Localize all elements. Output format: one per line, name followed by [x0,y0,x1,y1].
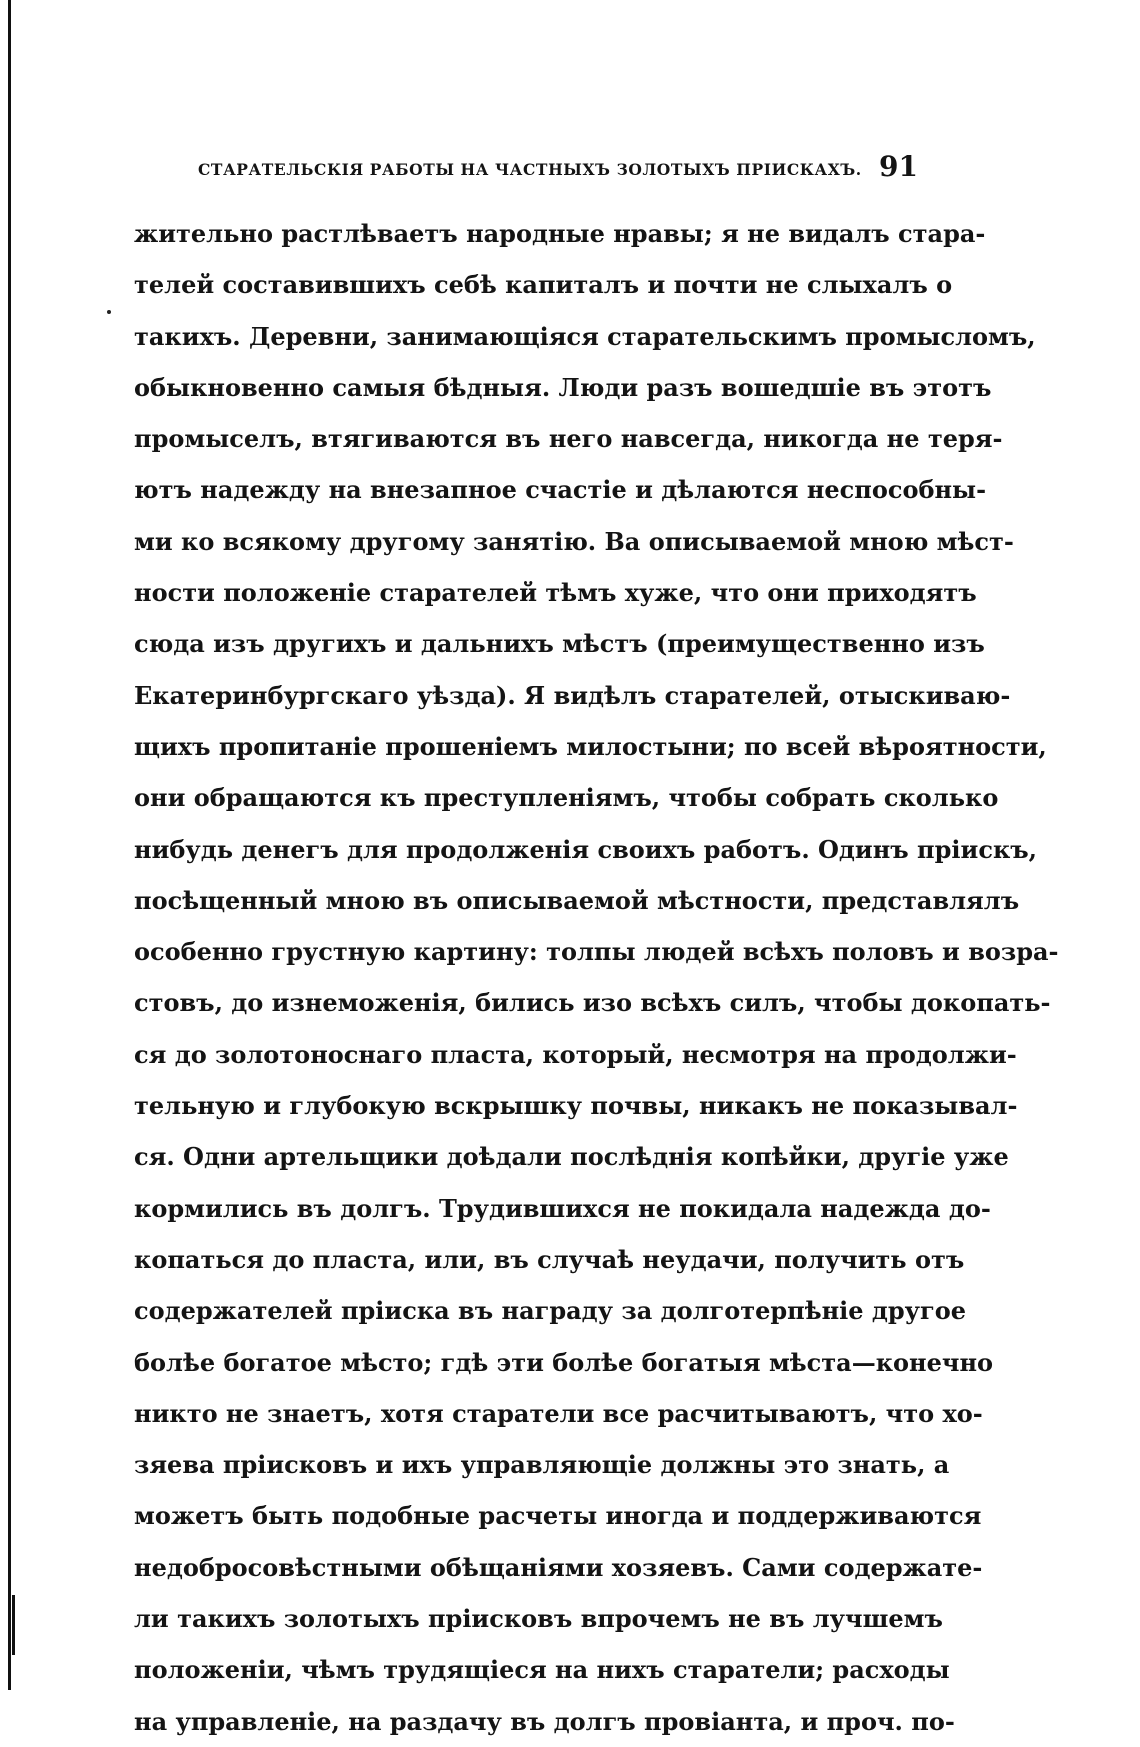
page-edge-rule [8,0,11,1690]
text-line: тельную и глубокую вскрышку почвы, никакъ не показывал- [134,1091,1018,1121]
text-line: щихъ пропитаніе прошеніемъ милостыни; по всей вѣроятности, [134,731,1047,761]
text-line: сюда изъ другихъ и дальнихъ мѣстъ (преимущественно изъ [134,629,985,659]
text-line: жительно растлѣваетъ народные нравы; я не видалъ стара- [134,219,986,248]
text-line: нибудь денегъ для продолженія своихъ работъ. Одинъ пріискъ, [134,834,1038,864]
text-line: стовъ, до изнеможенія, бились изо всѣхъ силъ, чтобы докопать- [134,988,1051,1018]
margin-dot [107,310,111,314]
running-head-title: СТАРАТЕЛЬСКІЯ РАБОТЫ НА ЧАСТНЫХЪ ЗОЛОТЫХЪ ПРІИСКАХЪ. [198,160,862,179]
running-head [198,150,918,190]
text-line: ютъ надежду на внезапное счастіе и дѣлаются неспособны- [134,475,987,505]
text-line: Екатеринбургскаго уѣзда). Я видѣлъ старателей, отыскиваю- [134,680,1011,710]
text-line: такихъ. Деревни, занимающіяся старательскимъ промысломъ, [134,321,1036,351]
body-text [134,208,1059,1747]
text-line: кормились въ долгъ. Трудившихся не покидала надежда до- [134,1193,991,1223]
text-line: можетъ быть подобные расчеты иногда и поддерживаются [134,1501,982,1531]
text-line: они обращаются къ преступленіямъ, чтобы собрать сколько [134,783,999,813]
text-line: ности положеніе старателей тѣмъ хуже, что они приходятъ [134,578,977,608]
text-line: посѣщенный мною въ описываемой мѣстности, представлялъ [134,885,1020,915]
text-line: копаться до пласта, или, въ случаѣ неудачи, получить отъ [134,1244,965,1274]
page-edge-rule-tail [12,1595,15,1655]
text-line: особенно грустную картину: толпы людей всѣхъ половъ и возра- [134,937,1059,967]
text-line: никто не знаетъ, хотя старатели все расчитываютъ, что хо- [134,1398,983,1428]
text-line: телей составившихъ себѣ капиталъ и почти не слыхалъ о [134,270,953,300]
text-line: положеніи, чѣмъ трудящіеся на нихъ старатели; расходы [134,1655,950,1685]
text-line: на управленіе, на раздачу въ долгъ провіанта, и проч. по- [134,1706,955,1736]
text-line: недобросовѣстными обѣщаніями хозяевъ. Сами содержате- [134,1552,983,1582]
text-line: промыселъ, втягиваются въ него навсегда, никогда не теря- [134,424,1003,454]
text-line: ся до золотоноснаго пласта, который, несмотря на продолжи- [134,1039,1017,1069]
text-line: ли такихъ золотыхъ пріисковъ впрочемъ не въ лучшемъ [134,1604,943,1634]
text-line: обыкновенно самыя бѣдныя. Люди разъ вошедшіе въ этотъ [134,372,992,402]
text-line: болѣе богатое мѣсто; гдѣ эти болѣе богатыя мѣста—конечно [134,1347,994,1377]
text-line: содержателей пріиска въ награду за долготерпѣніе другое [134,1296,967,1326]
text-line: ми ко всякому другому занятію. Ва описываемой мною мѣст- [134,526,1014,556]
text-line: ся. Одни артельщики доѣдали послѣднія копѣйки, другіе уже [134,1142,1009,1172]
text-line: зяева пріисковъ и ихъ управляющіе должны это знать, а [134,1450,950,1480]
page-number: 91 [879,150,918,183]
